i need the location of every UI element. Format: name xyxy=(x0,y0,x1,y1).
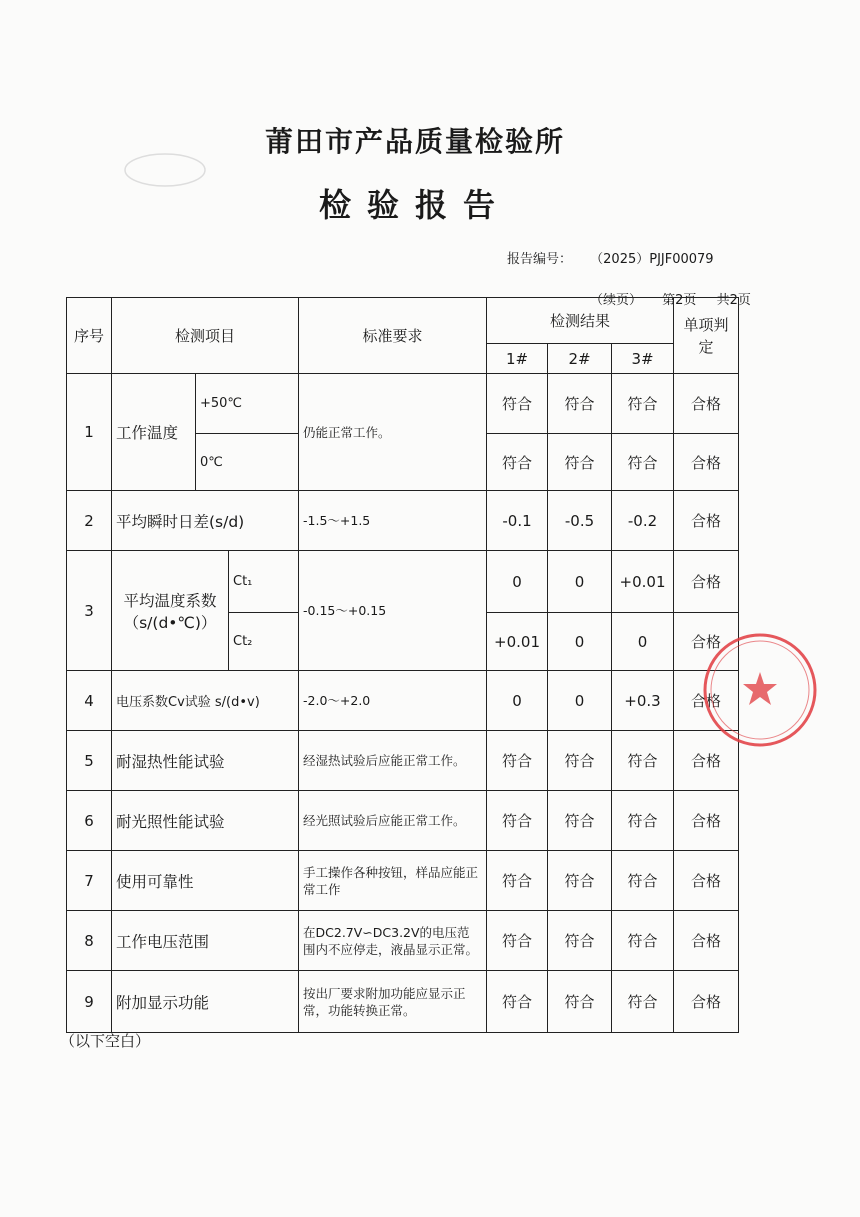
row-item: 工作电压范围 xyxy=(112,911,299,971)
header-standard: 标准要求 xyxy=(299,298,487,374)
row-result-3: 0 xyxy=(612,613,674,671)
row-result-2: 0 xyxy=(548,551,612,613)
blank-below-note: （以下空白） xyxy=(60,1032,151,1050)
table-row xyxy=(67,374,739,434)
row-item: 耐光照性能试验 xyxy=(112,791,299,851)
row-result-3: 符合 xyxy=(612,374,674,434)
row-result-3: 符合 xyxy=(612,731,674,791)
row-result-2: 符合 xyxy=(548,851,612,911)
row-verdict: 合格 xyxy=(674,613,739,671)
row-verdict: 合格 xyxy=(674,434,739,491)
row-standard: 仍能正常工作。 xyxy=(299,374,487,491)
header-verdict: 单项判定 xyxy=(674,298,739,374)
row-result-2: -0.5 xyxy=(548,491,612,551)
row-seq: 2 xyxy=(67,491,112,551)
row-result-3: -0.2 xyxy=(612,491,674,551)
row-result-3: 符合 xyxy=(612,851,674,911)
row-item: 耐湿热性能试验 xyxy=(112,731,299,791)
report-number xyxy=(507,248,714,267)
page-current: 第2页 xyxy=(662,293,697,308)
table-row xyxy=(67,551,739,613)
row-result-2: 0 xyxy=(548,671,612,731)
row-result-2: 符合 xyxy=(548,434,612,491)
row-result-1: 符合 xyxy=(487,434,548,491)
row-standard: -2.0～+2.0 xyxy=(299,671,487,731)
table-row xyxy=(67,671,739,731)
table-row xyxy=(67,851,739,911)
row-result-2: 符合 xyxy=(548,731,612,791)
page-total: 共2页 xyxy=(716,293,751,308)
row-standard: 在DC2.7V∽DC3.2V的电压范围内不应停走，液晶显示正常。 xyxy=(299,911,487,971)
row-item: 附加显示功能 xyxy=(112,971,299,1033)
row-result-3: +0.3 xyxy=(612,671,674,731)
results-table xyxy=(66,297,739,1033)
row-subitem: Ct₁ xyxy=(229,551,299,613)
row-result-1: 符合 xyxy=(487,971,548,1033)
row-verdict: 合格 xyxy=(674,374,739,434)
row-result-2: 符合 xyxy=(548,791,612,851)
header-sample-2: 2# xyxy=(548,344,612,374)
table-row xyxy=(67,911,739,971)
row-result-1: +0.01 xyxy=(487,613,548,671)
row-result-3: +0.01 xyxy=(612,551,674,613)
row-standard: -1.5～+1.5 xyxy=(299,491,487,551)
continued-label: （续页） xyxy=(590,293,643,308)
org-name: 莆田市产品质量检验所 xyxy=(264,125,565,158)
row-seq: 8 xyxy=(67,911,112,971)
row-standard: 经光照试验后应能正常工作。 xyxy=(299,791,487,851)
report-number-label: 报告编号： xyxy=(507,252,573,267)
row-result-2: 符合 xyxy=(548,971,612,1033)
row-result-1: 0 xyxy=(487,551,548,613)
row-standard: 按出厂要求附加功能应显示正常，功能转换正常。 xyxy=(299,971,487,1033)
header-results: 检测结果 xyxy=(487,298,674,344)
row-result-1: 符合 xyxy=(487,911,548,971)
row-verdict: 合格 xyxy=(674,731,739,791)
row-item: 电压系数Cv试验 s/(d•v) xyxy=(112,671,299,731)
row-item: 使用可靠性 xyxy=(112,851,299,911)
row-subitem: 0℃ xyxy=(196,434,299,491)
row-result-1: 符合 xyxy=(487,791,548,851)
row-subitem: +50℃ xyxy=(196,374,299,434)
row-seq: 9 xyxy=(67,971,112,1033)
table-row xyxy=(67,731,739,791)
row-result-3: 符合 xyxy=(612,791,674,851)
row-seq: 1 xyxy=(67,374,112,491)
row-result-3: 符合 xyxy=(612,971,674,1033)
row-result-3: 符合 xyxy=(612,911,674,971)
row-verdict: 合格 xyxy=(674,791,739,851)
row-item: 平均瞬时日差(s/d) xyxy=(112,491,299,551)
row-seq: 4 xyxy=(67,671,112,731)
header-row xyxy=(67,298,739,344)
row-standard: 经湿热试验后应能正常工作。 xyxy=(299,731,487,791)
row-result-1: 符合 xyxy=(487,374,548,434)
row-standard: 手工操作各种按钮，样品应能正常工作 xyxy=(299,851,487,911)
row-seq: 7 xyxy=(67,851,112,911)
row-item: 平均温度系数（s/(d•℃)） xyxy=(112,551,229,671)
row-seq: 5 xyxy=(67,731,112,791)
row-result-2: 符合 xyxy=(548,374,612,434)
row-verdict: 合格 xyxy=(674,671,739,731)
row-result-1: 符合 xyxy=(487,851,548,911)
row-result-1: 符合 xyxy=(487,731,548,791)
row-subitem: Ct₂ xyxy=(229,613,299,671)
header-seq: 序号 xyxy=(67,298,112,374)
row-item: 工作温度 xyxy=(112,374,196,491)
row-result-1: -0.1 xyxy=(487,491,548,551)
row-seq: 3 xyxy=(67,551,112,671)
row-seq: 6 xyxy=(67,791,112,851)
row-result-1: 0 xyxy=(487,671,548,731)
row-verdict: 合格 xyxy=(674,971,739,1033)
doc-title: 检验报告 xyxy=(318,186,511,224)
row-verdict: 合格 xyxy=(674,551,739,613)
table-row xyxy=(67,971,739,1033)
report-number-value: （2025）PJJF00079 xyxy=(590,252,714,267)
row-verdict: 合格 xyxy=(674,851,739,911)
row-result-2: 符合 xyxy=(548,911,612,971)
header-sample-3: 3# xyxy=(612,344,674,374)
row-result-2: 0 xyxy=(548,613,612,671)
row-standard: -0.15～+0.15 xyxy=(299,551,487,671)
row-verdict: 合格 xyxy=(674,911,739,971)
table-row xyxy=(67,791,739,851)
table-row xyxy=(67,491,739,551)
row-result-3: 符合 xyxy=(612,434,674,491)
header-item: 检测项目 xyxy=(112,298,299,374)
row-verdict: 合格 xyxy=(674,491,739,551)
header-sample-1: 1# xyxy=(487,344,548,374)
